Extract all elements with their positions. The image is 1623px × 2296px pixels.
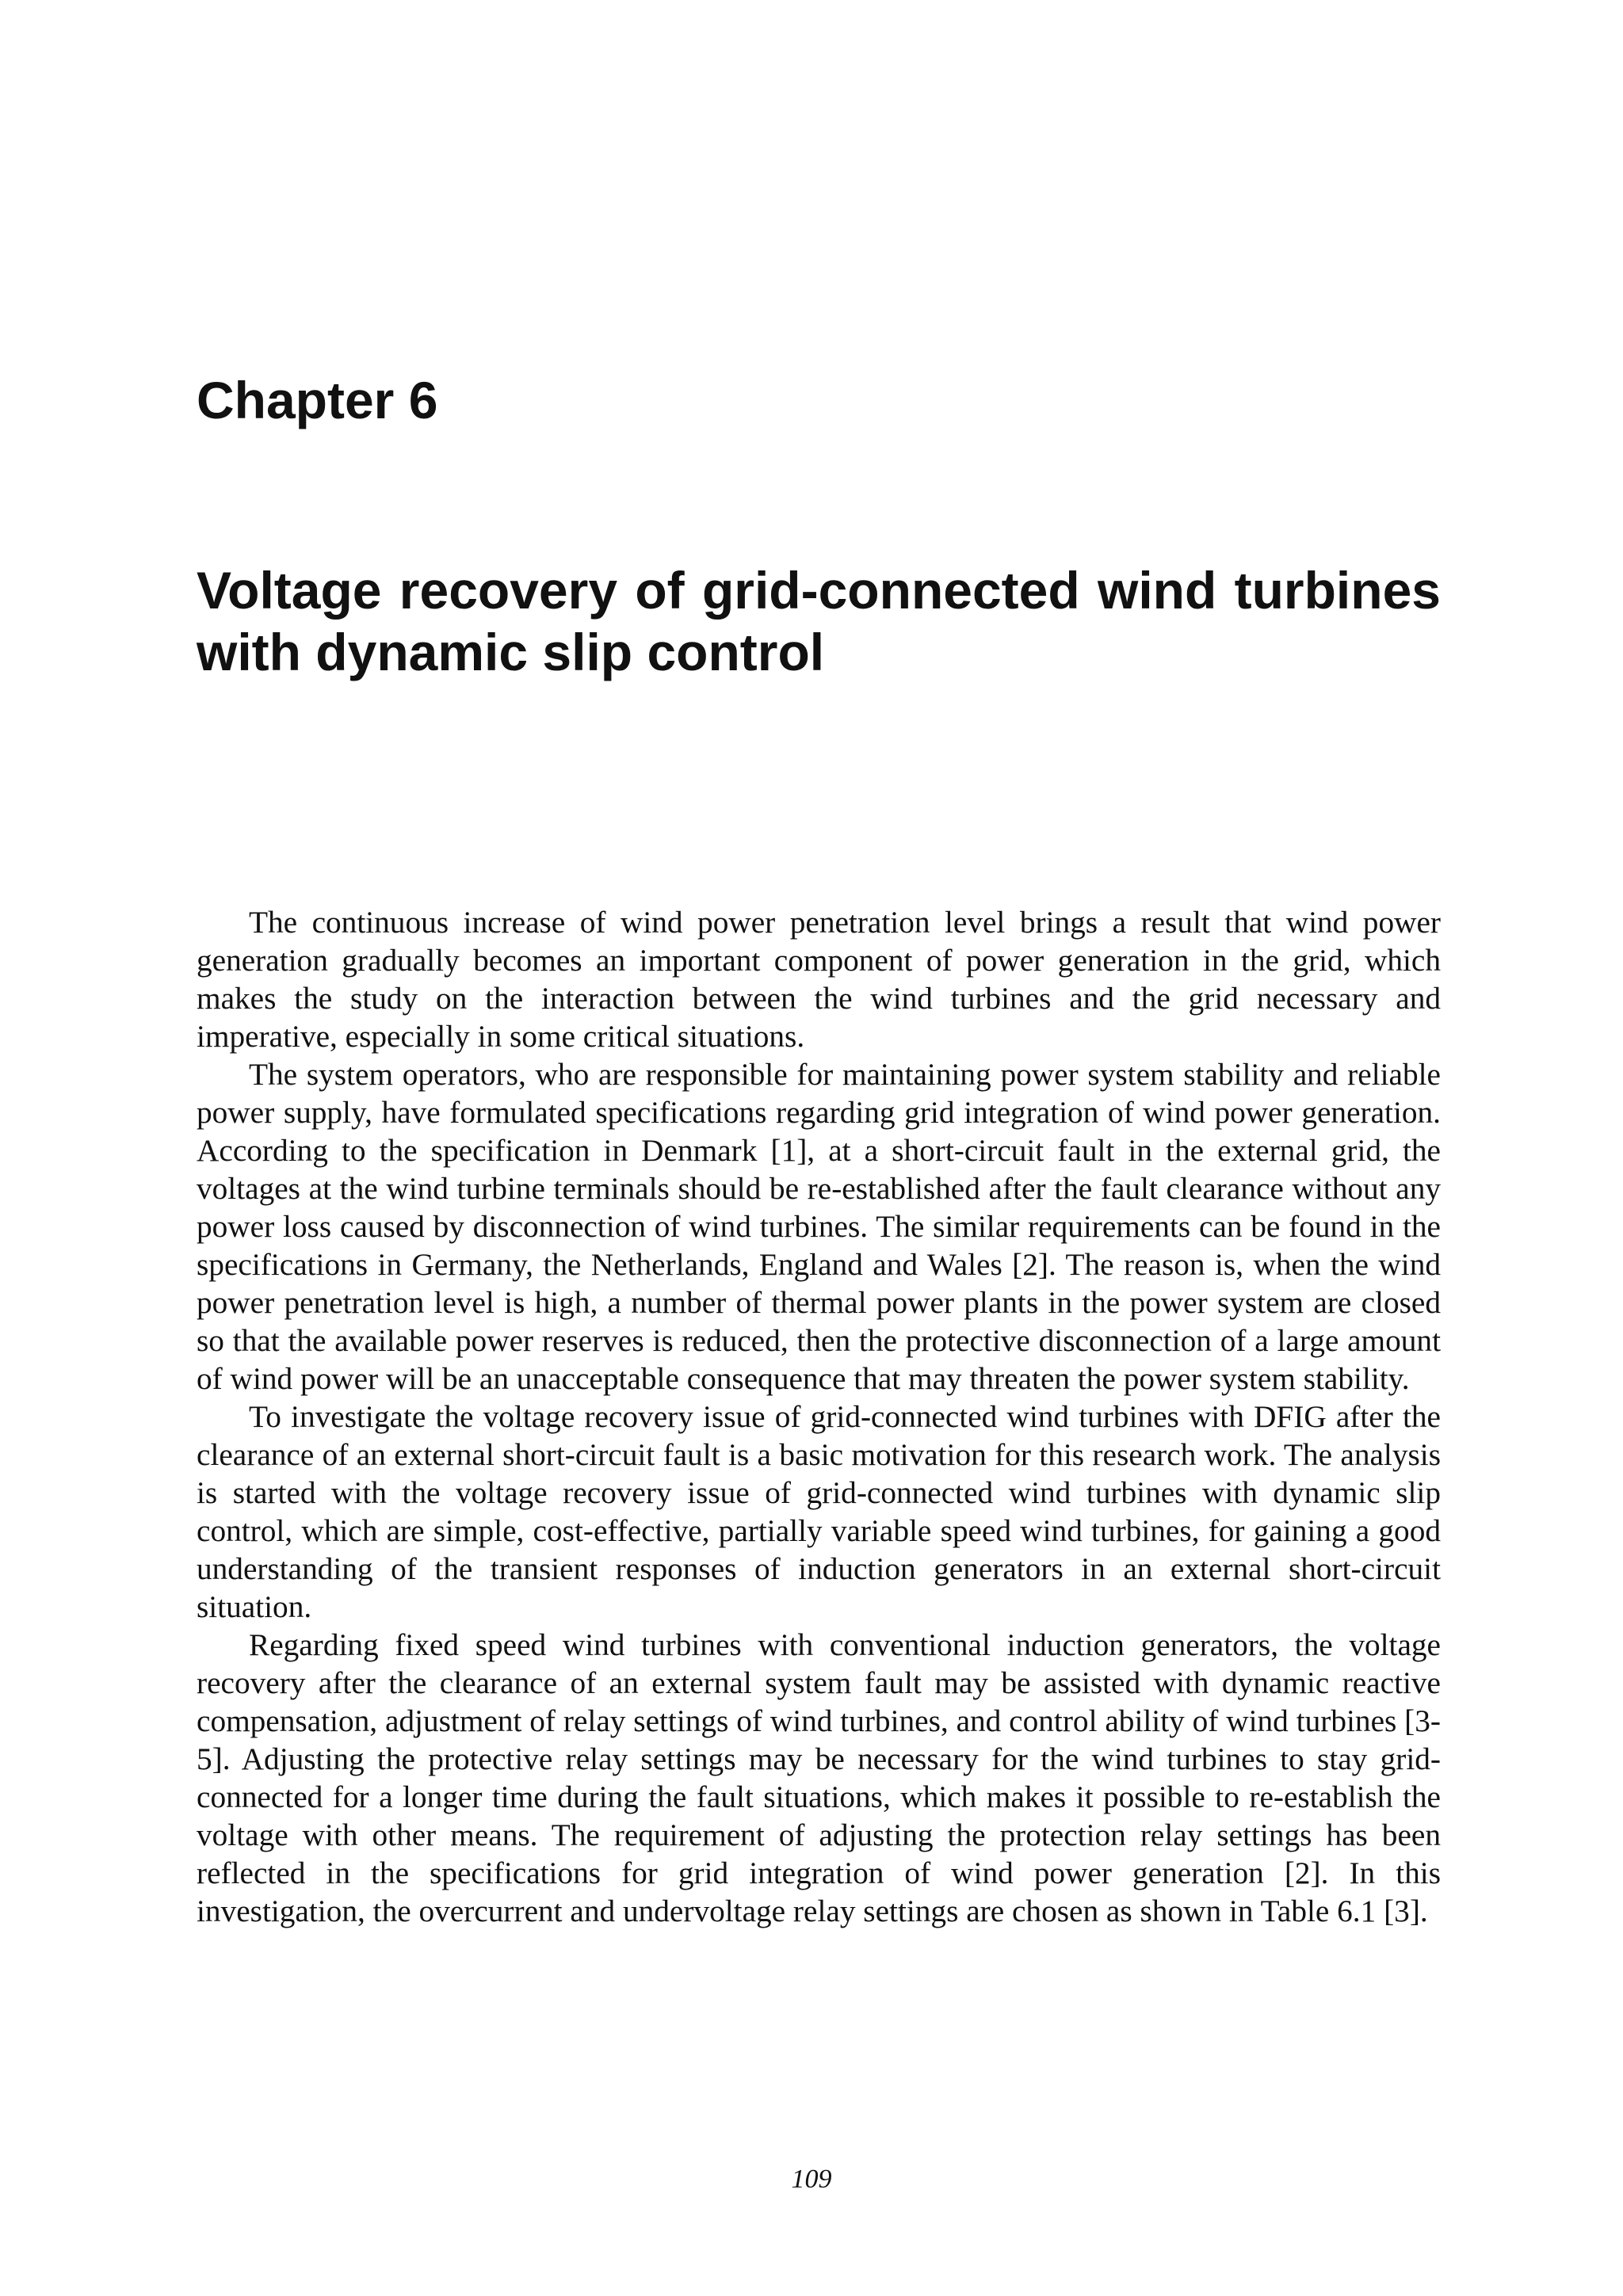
page-number: 109 — [791, 2164, 832, 2194]
paragraph-motivation: To investigate the voltage recovery issue of grid-connected wind turbines with DFIG after the clearance of an external short-circuit fault is a basic motivation for this research work. The analysis is started with the voltage recovery issue of grid-connected wind turbines with dynamic slip control, which are simple, cost-effective, partially variable speed wind turbines, for gaining a good understanding of the transient responses of induction generators in an external short-circuit situation. — [197, 1399, 1441, 1624]
body-text — [197, 903, 1441, 1930]
chapter-title: Voltage recovery of grid-connected wind turbines with dynamic slip control — [197, 561, 1441, 681]
paragraph-intro: The continuous increase of wind power penetration level brings a result that wind power generation gradually becomes an important component of power generation in the grid, which makes the study on the interaction between the wind turbines and the grid necessary and imperative, especially in some critical situations. — [197, 905, 1441, 1054]
paragraph-system-operators: The system operators, who are responsible for maintaining power system stability and reliable power supply, have formulated specifications regarding grid integration of wind power generation. According to the specification in Denmark [1], at a short-circuit fault in the external grid, the voltages at the wind turbine terminals should be re-established after the fault clearance without any power loss caused by disconnection of wind turbines. The similar requirements can be found in the specifications in Germany, the Netherlands, England and Wales [2]. The reason is, when the wind power penetration level is high, a number of thermal power plants in the power system are closed so that the available power reserves is reduced, then the protective disconnection of a large amount of wind power will be an unacceptable consequence that may threaten the power system stability. — [197, 1057, 1441, 1396]
chapter-label: Chapter 6 — [197, 371, 438, 429]
paragraph-fixed-speed: Regarding fixed speed wind turbines with conventional induction generators, the voltage recovery after the clearance of an external system fault may be assisted with dynamic reactive compensation, adjustment of relay settings of wind turbines, and control ability of wind turbines [3-5]. Adjusting the protective relay settings may be necessary for the wind turbines to stay grid-connected for a longer time during the fault situations, which makes it possible to re-establish the voltage with other means. The requirement of adjusting the protection relay settings has been reflected in the specifications for grid integration of wind power generation [2]. In this investigation, the overcurrent and undervoltage relay settings are chosen as shown in Table 6.1 [3]. — [197, 1627, 1441, 1928]
